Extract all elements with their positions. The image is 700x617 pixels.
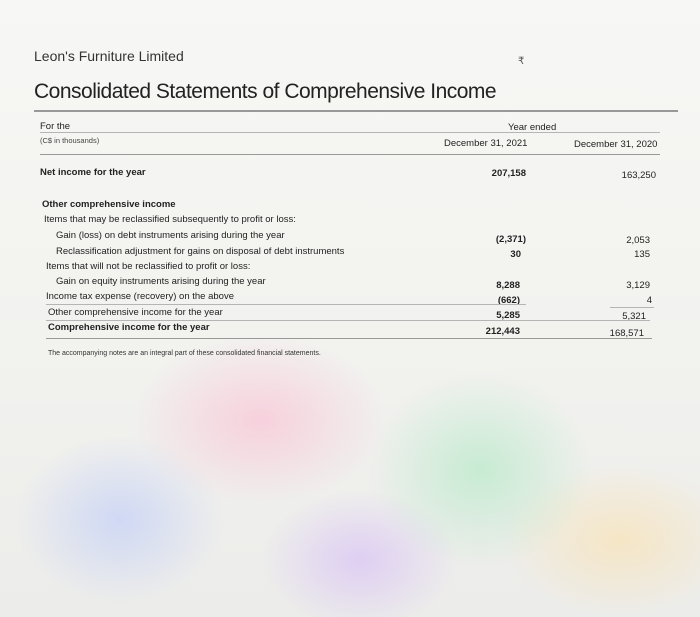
row-label: Items that will not be reclassified to profit or loss: — [46, 261, 251, 272]
row-value-2020: 2,053 — [626, 235, 650, 246]
row-label: Income tax expense (recovery) on the above — [46, 291, 234, 302]
statement-title: Consolidated Statements of Comprehensive Income — [34, 80, 497, 103]
row-label: Items that may be reclassified subsequently to profit or loss: — [44, 214, 296, 225]
company-name: Leon's Furniture Limited — [34, 48, 184, 64]
row-value-2020: 163,250 — [621, 170, 656, 181]
header-rule-1 — [40, 132, 660, 133]
col-2020-header: December 31, 2020 — [574, 139, 658, 150]
subtotal-rule-right — [610, 307, 654, 308]
footnote: The accompanying notes are an integral part of these consolidated financial statements. — [48, 350, 321, 357]
total-rule-bottom — [46, 338, 652, 339]
row-value-2020: 3,129 — [626, 280, 650, 291]
row-value-2021: (662) — [497, 295, 520, 306]
row-value-2021: 8,288 — [496, 280, 520, 291]
row-value-2021: 207,158 — [491, 168, 526, 179]
row-label: Net income for the year — [40, 167, 146, 178]
stray-mark: ₹ — [518, 56, 525, 67]
title-rule — [34, 110, 678, 112]
row-label: Comprehensive income for the year — [48, 322, 210, 333]
total-rule-top — [46, 320, 650, 321]
header-rule-2 — [40, 154, 660, 155]
for-the-label: For the — [40, 121, 71, 132]
row-label: Reclassification adjustment for gains on disposal of debt instruments — [56, 246, 345, 257]
row-value-2020: 5,321 — [622, 311, 646, 322]
row-label: Other comprehensive income for the year — [48, 307, 223, 318]
row-value-2021: 212,443 — [485, 326, 520, 337]
year-ended-label: Year ended — [508, 122, 557, 133]
units-label: (C$ in thousands) — [40, 136, 100, 145]
row-label: Gain on equity instruments arising during the year — [56, 276, 266, 287]
row-value-2021: 30 — [510, 249, 521, 260]
subtotal-rule-left — [46, 304, 526, 305]
row-label: Gain (loss) on debt instruments arising during the year — [56, 230, 285, 241]
row-value-2021: 5,285 — [496, 310, 520, 321]
row-label: Other comprehensive income — [42, 199, 176, 210]
row-value-2021: (2,371) — [495, 234, 526, 245]
row-value-2020: 4 — [646, 295, 652, 306]
row-value-2020: 135 — [634, 249, 650, 260]
row-value-2020: 168,571 — [609, 328, 644, 339]
col-2021-header: December 31, 2021 — [444, 138, 528, 149]
